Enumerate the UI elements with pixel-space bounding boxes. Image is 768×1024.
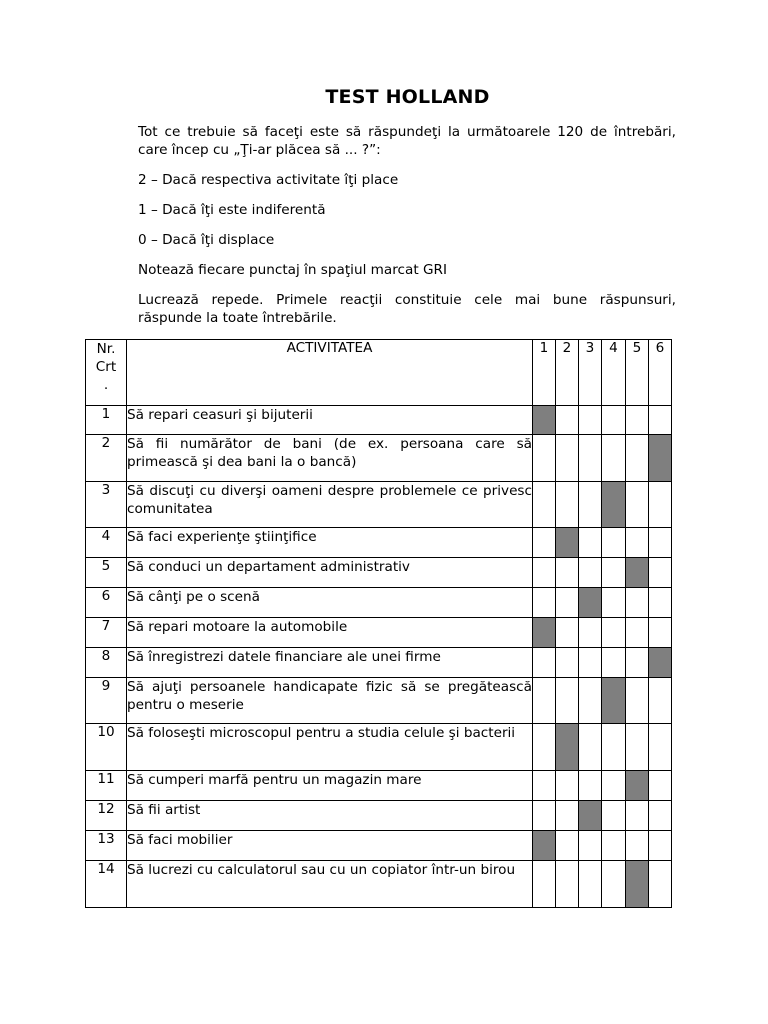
score-cell-5 [626,801,649,831]
score-cell-3 [579,648,602,678]
table-row [86,435,672,482]
score-cell-5 [626,588,649,618]
score-cell-6 [649,771,672,801]
row-activity: Să faci experienţe ştiinţifice [127,528,533,558]
row-number: 13 [86,831,127,861]
score-cell-4 [602,861,626,908]
row-activity: Să conduci un departament administrativ [127,558,533,588]
score-cell-4 [602,771,626,801]
header-col-6: 6 [649,340,672,406]
row-activity: Să repari motoare la automobile [127,618,533,648]
row-number: 3 [86,482,127,528]
row-activity: Să repari ceasuri şi bijuterii [127,406,533,435]
table-row [86,588,672,618]
score-cell-gray-4[interactable] [602,482,626,528]
score-cell-6 [649,528,672,558]
score-cell-4 [602,558,626,588]
score-cell-1 [533,648,556,678]
table-row [86,406,672,435]
score-cell-3 [579,724,602,771]
score-cell-3 [579,771,602,801]
score-cell-5 [626,724,649,771]
score-cell-3 [579,435,602,482]
score-cell-6 [649,482,672,528]
option-1-text: 1 – Dacă îţi este indiferentă [138,202,326,218]
score-cell-6 [649,831,672,861]
row-activity: Să faci mobilier [127,831,533,861]
score-cell-gray-2[interactable] [556,528,579,558]
score-cell-1 [533,528,556,558]
header-nr-crt: Nr. Crt . [86,340,127,406]
score-cell-4 [602,648,626,678]
score-cell-2 [556,648,579,678]
score-cell-1 [533,588,556,618]
score-cell-3 [579,678,602,724]
score-cell-5 [626,435,649,482]
table-row [86,861,672,908]
score-cell-3 [579,618,602,648]
score-cell-3 [579,558,602,588]
row-activity: Să fii numărător de bani (de ex. persoana care să primească şi dea bani la o bancă) [127,435,533,482]
score-cell-gray-6[interactable] [649,435,672,482]
table-row [86,678,672,724]
row-number: 8 [86,648,127,678]
table-row [86,528,672,558]
table-row [86,801,672,831]
score-cell-1 [533,558,556,588]
score-cell-2 [556,831,579,861]
row-number: 4 [86,528,127,558]
table-row [86,558,672,588]
score-cell-6 [649,558,672,588]
row-activity: Să discuţi cu diverşi oameni despre problemele ce privesc comunitatea [127,482,533,528]
page-title: TEST HOLLAND [325,86,490,108]
score-cell-1 [533,861,556,908]
score-cell-gray-1[interactable] [533,831,556,861]
row-number: 9 [86,678,127,724]
score-cell-gray-3[interactable] [579,801,602,831]
score-cell-4 [602,831,626,861]
row-activity: Să foloseşti microscopul pentru a studia celule şi bacterii [127,724,533,771]
score-cell-5 [626,618,649,648]
table-row [86,831,672,861]
score-cell-1 [533,801,556,831]
score-cell-5 [626,528,649,558]
score-cell-4 [602,801,626,831]
score-cell-gray-1[interactable] [533,406,556,435]
score-cell-4 [602,618,626,648]
header-col-3: 3 [579,340,602,406]
score-cell-2 [556,618,579,648]
score-cell-4 [602,528,626,558]
header-activity: ACTIVITATEA [127,340,533,406]
score-cell-3 [579,482,602,528]
header-col-2: 2 [556,340,579,406]
score-cell-2 [556,435,579,482]
row-activity: Să ajuţi persoanele handicapate fizic să se pregătească pentru o meserie [127,678,533,724]
score-cell-6 [649,618,672,648]
header-col-5: 5 [626,340,649,406]
score-cell-5 [626,678,649,724]
score-cell-1 [533,435,556,482]
header-col-4: 4 [602,340,626,406]
row-activity: Să cânţi pe o scenă [127,588,533,618]
score-cell-6 [649,801,672,831]
option-2-text: 2 – Dacă respectiva activitate îţi place [138,172,399,188]
score-cell-gray-4[interactable] [602,678,626,724]
score-cell-6 [649,724,672,771]
score-cell-5 [626,831,649,861]
table-row [86,648,672,678]
score-cell-gray-2[interactable] [556,724,579,771]
score-cell-1 [533,724,556,771]
table-row [86,618,672,648]
score-cell-3 [579,528,602,558]
score-cell-gray-5[interactable] [626,861,649,908]
row-number: 2 [86,435,127,482]
score-cell-gray-1[interactable] [533,618,556,648]
score-cell-2 [556,678,579,724]
score-cell-5 [626,482,649,528]
score-cell-2 [556,861,579,908]
table-row [86,771,672,801]
row-number: 1 [86,406,127,435]
score-cell-2 [556,588,579,618]
score-cell-1 [533,482,556,528]
table-header-row [86,340,672,406]
score-cell-4 [602,435,626,482]
option-0-text: 0 – Dacă îţi displace [138,232,275,248]
row-activity: Să înregistrezi datele financiare ale unei firme [127,648,533,678]
row-number: 10 [86,724,127,771]
header-col-1: 1 [533,340,556,406]
score-cell-6 [649,861,672,908]
score-cell-6 [649,588,672,618]
score-cell-4 [602,724,626,771]
row-number: 14 [86,861,127,908]
score-cell-5 [626,406,649,435]
note-text: Notează fiecare punctaj în spaţiul marcat GRI [138,262,447,278]
table-row [86,724,672,771]
row-activity: Să lucrezi cu calculatorul sau cu un copiator într-un birou [127,861,533,908]
score-cell-gray-5[interactable] [626,558,649,588]
score-cell-2 [556,406,579,435]
activity-table [85,339,672,908]
score-cell-6 [649,678,672,724]
score-cell-2 [556,771,579,801]
score-cell-2 [556,558,579,588]
score-cell-3 [579,406,602,435]
row-number: 7 [86,618,127,648]
row-activity: Să cumperi marfă pentru un magazin mare [127,771,533,801]
intro-paragraph: Tot ce trebuie să faceţi este să răspundeţi la următoarele 120 de întrebări, care încep cu „Ţi-ar plăcea să ... ?”: [138,124,676,158]
row-number: 6 [86,588,127,618]
score-cell-gray-3[interactable] [579,588,602,618]
score-cell-1 [533,678,556,724]
score-cell-6 [649,406,672,435]
score-cell-3 [579,861,602,908]
instruction-text: Lucrează repede. Primele reacţii constituie cele mai bune răspunsuri, răspunde la toate întrebările. [138,292,676,326]
score-cell-gray-6[interactable] [649,648,672,678]
table-row [86,482,672,528]
row-number: 11 [86,771,127,801]
score-cell-3 [579,831,602,861]
row-activity: Să fii artist [127,801,533,831]
score-cell-2 [556,801,579,831]
score-cell-4 [602,406,626,435]
score-cell-4 [602,588,626,618]
row-number: 12 [86,801,127,831]
score-cell-5 [626,648,649,678]
score-cell-2 [556,482,579,528]
score-cell-gray-5[interactable] [626,771,649,801]
row-number: 5 [86,558,127,588]
score-cell-1 [533,771,556,801]
